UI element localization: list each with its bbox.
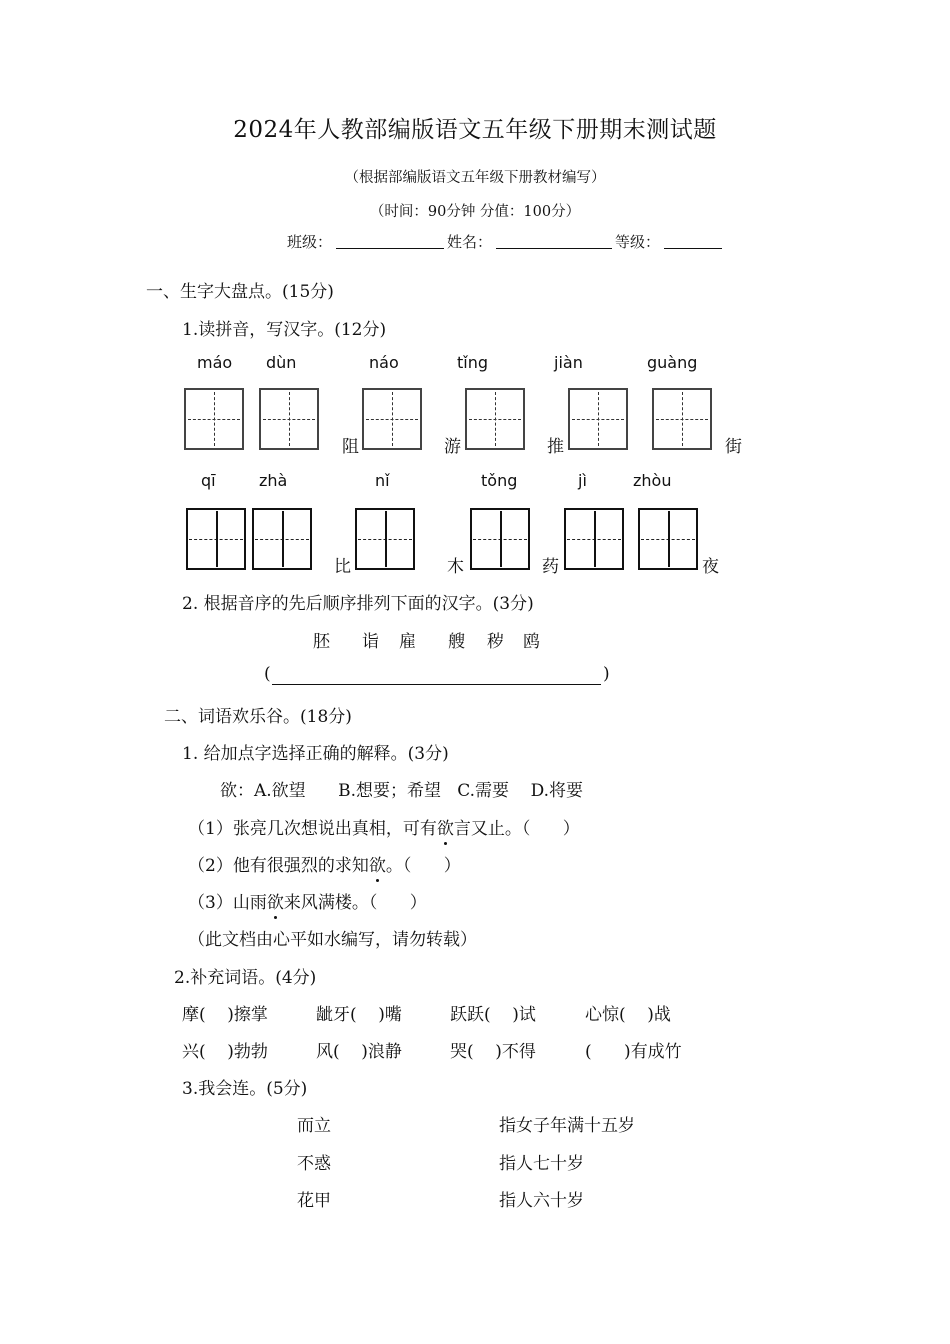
pinyin: nǐ — [375, 471, 390, 490]
given-char: 药 — [542, 557, 559, 577]
page-title: 2024年人教部编版语文五年级下册期末测试题 — [233, 117, 717, 143]
idiom-item: 跃跃( )试 — [450, 1005, 536, 1025]
order-char: 秽 — [487, 632, 504, 652]
subtitle-source: （根据部编版语文五年级下册教材编写） — [344, 170, 606, 186]
pinyin: dùn — [266, 353, 297, 372]
idiom-item: ( )有成竹 — [585, 1042, 682, 1062]
idiom-item: 心惊( )战 — [585, 1005, 671, 1025]
given-char: 阻 — [342, 437, 359, 457]
given-char: 游 — [444, 437, 461, 457]
writing-box[interactable] — [568, 388, 628, 450]
q1-label: 1.读拼音，写汉字。(12分) — [182, 320, 387, 340]
meaning-item-2: （2）他有很强烈的求知欲。（ ） — [188, 851, 461, 876]
idiom-item: 兴( )勃勃 — [182, 1042, 268, 1062]
order-char: 鸥 — [523, 632, 540, 652]
pinyin: guàng — [647, 353, 698, 372]
name-label: 姓名： — [447, 233, 493, 251]
order-char: 胚 — [313, 632, 330, 652]
idiom-item: 摩( )擦掌 — [182, 1005, 268, 1025]
match-right[interactable]: 指女子年满十五岁 — [499, 1116, 635, 1136]
writing-box[interactable] — [184, 388, 244, 450]
match-left[interactable]: 不惑 — [297, 1154, 331, 1174]
order-char: 雇 — [399, 632, 416, 652]
given-char: 比 — [334, 557, 351, 577]
pinyin: jiàn — [554, 353, 583, 372]
order-char: 艘 — [448, 632, 465, 652]
match-right[interactable]: 指人六十岁 — [499, 1191, 584, 1211]
writing-box[interactable] — [252, 508, 312, 570]
writing-box[interactable] — [638, 508, 698, 570]
pinyin: tǐng — [457, 353, 489, 372]
section1-heading: 一、生字大盘点。(15分) — [146, 282, 334, 302]
writing-box[interactable] — [186, 508, 246, 570]
idiom-item: 风( )浪静 — [316, 1042, 402, 1062]
pinyin: qī — [201, 471, 216, 490]
given-char: 街 — [725, 437, 742, 457]
class-label: 班级： — [287, 233, 333, 251]
writing-box[interactable] — [355, 508, 415, 570]
q2-2-label: 2.补充词语。(4分) — [174, 968, 317, 988]
match-left[interactable]: 而立 — [297, 1116, 331, 1136]
meaning-options: 欲：A.欲望 B.想要；希望 C.需要 D.将要 — [220, 781, 584, 801]
match-right[interactable]: 指人七十岁 — [499, 1154, 584, 1174]
match-left[interactable]: 花甲 — [297, 1191, 331, 1211]
name-field[interactable] — [496, 248, 612, 249]
pinyin: zhòu — [633, 471, 672, 490]
grade-field[interactable] — [664, 248, 722, 249]
close-paren: ) — [603, 664, 610, 684]
pinyin: máo — [197, 353, 233, 372]
order-answer-field[interactable] — [272, 684, 601, 685]
writing-box[interactable] — [362, 388, 422, 450]
given-char: 木 — [447, 557, 464, 577]
pinyin: zhà — [259, 471, 288, 490]
idiom-item: 哭( )不得 — [450, 1042, 536, 1062]
class-field[interactable] — [336, 248, 444, 249]
pinyin: tǒng — [481, 471, 518, 490]
given-char: 推 — [547, 437, 564, 457]
meaning-item-1: （1）张亮几次想说出真相，可有欲言又止。（ ） — [188, 814, 580, 839]
subtitle-time-score: （时间：90分钟 分值：100分） — [369, 204, 581, 220]
writing-box[interactable] — [470, 508, 530, 570]
q2-3-label: 3.我会连。(5分) — [182, 1079, 308, 1099]
author-note: （此文档由心平如水编写，请勿转载） — [188, 930, 477, 950]
writing-box[interactable] — [652, 388, 712, 450]
writing-box[interactable] — [259, 388, 319, 450]
section2-heading: 二、词语欢乐谷。(18分) — [164, 707, 352, 727]
q2-1-label: 1. 给加点字选择正确的解释。(3分) — [182, 744, 449, 764]
writing-box[interactable] — [564, 508, 624, 570]
q2-label: 2. 根据音序的先后顺序排列下面的汉字。(3分) — [182, 594, 534, 614]
order-char: 诣 — [362, 632, 379, 652]
idiom-item: 龇牙( )嘴 — [316, 1005, 402, 1025]
pinyin: náo — [369, 353, 399, 372]
grade-label: 等级： — [615, 233, 661, 251]
writing-box[interactable] — [465, 388, 525, 450]
pinyin: jì — [578, 471, 587, 490]
given-char: 夜 — [702, 557, 719, 577]
open-paren: ( — [264, 664, 271, 684]
meaning-item-3: （3）山雨欲来风满楼。（ ） — [188, 888, 427, 913]
